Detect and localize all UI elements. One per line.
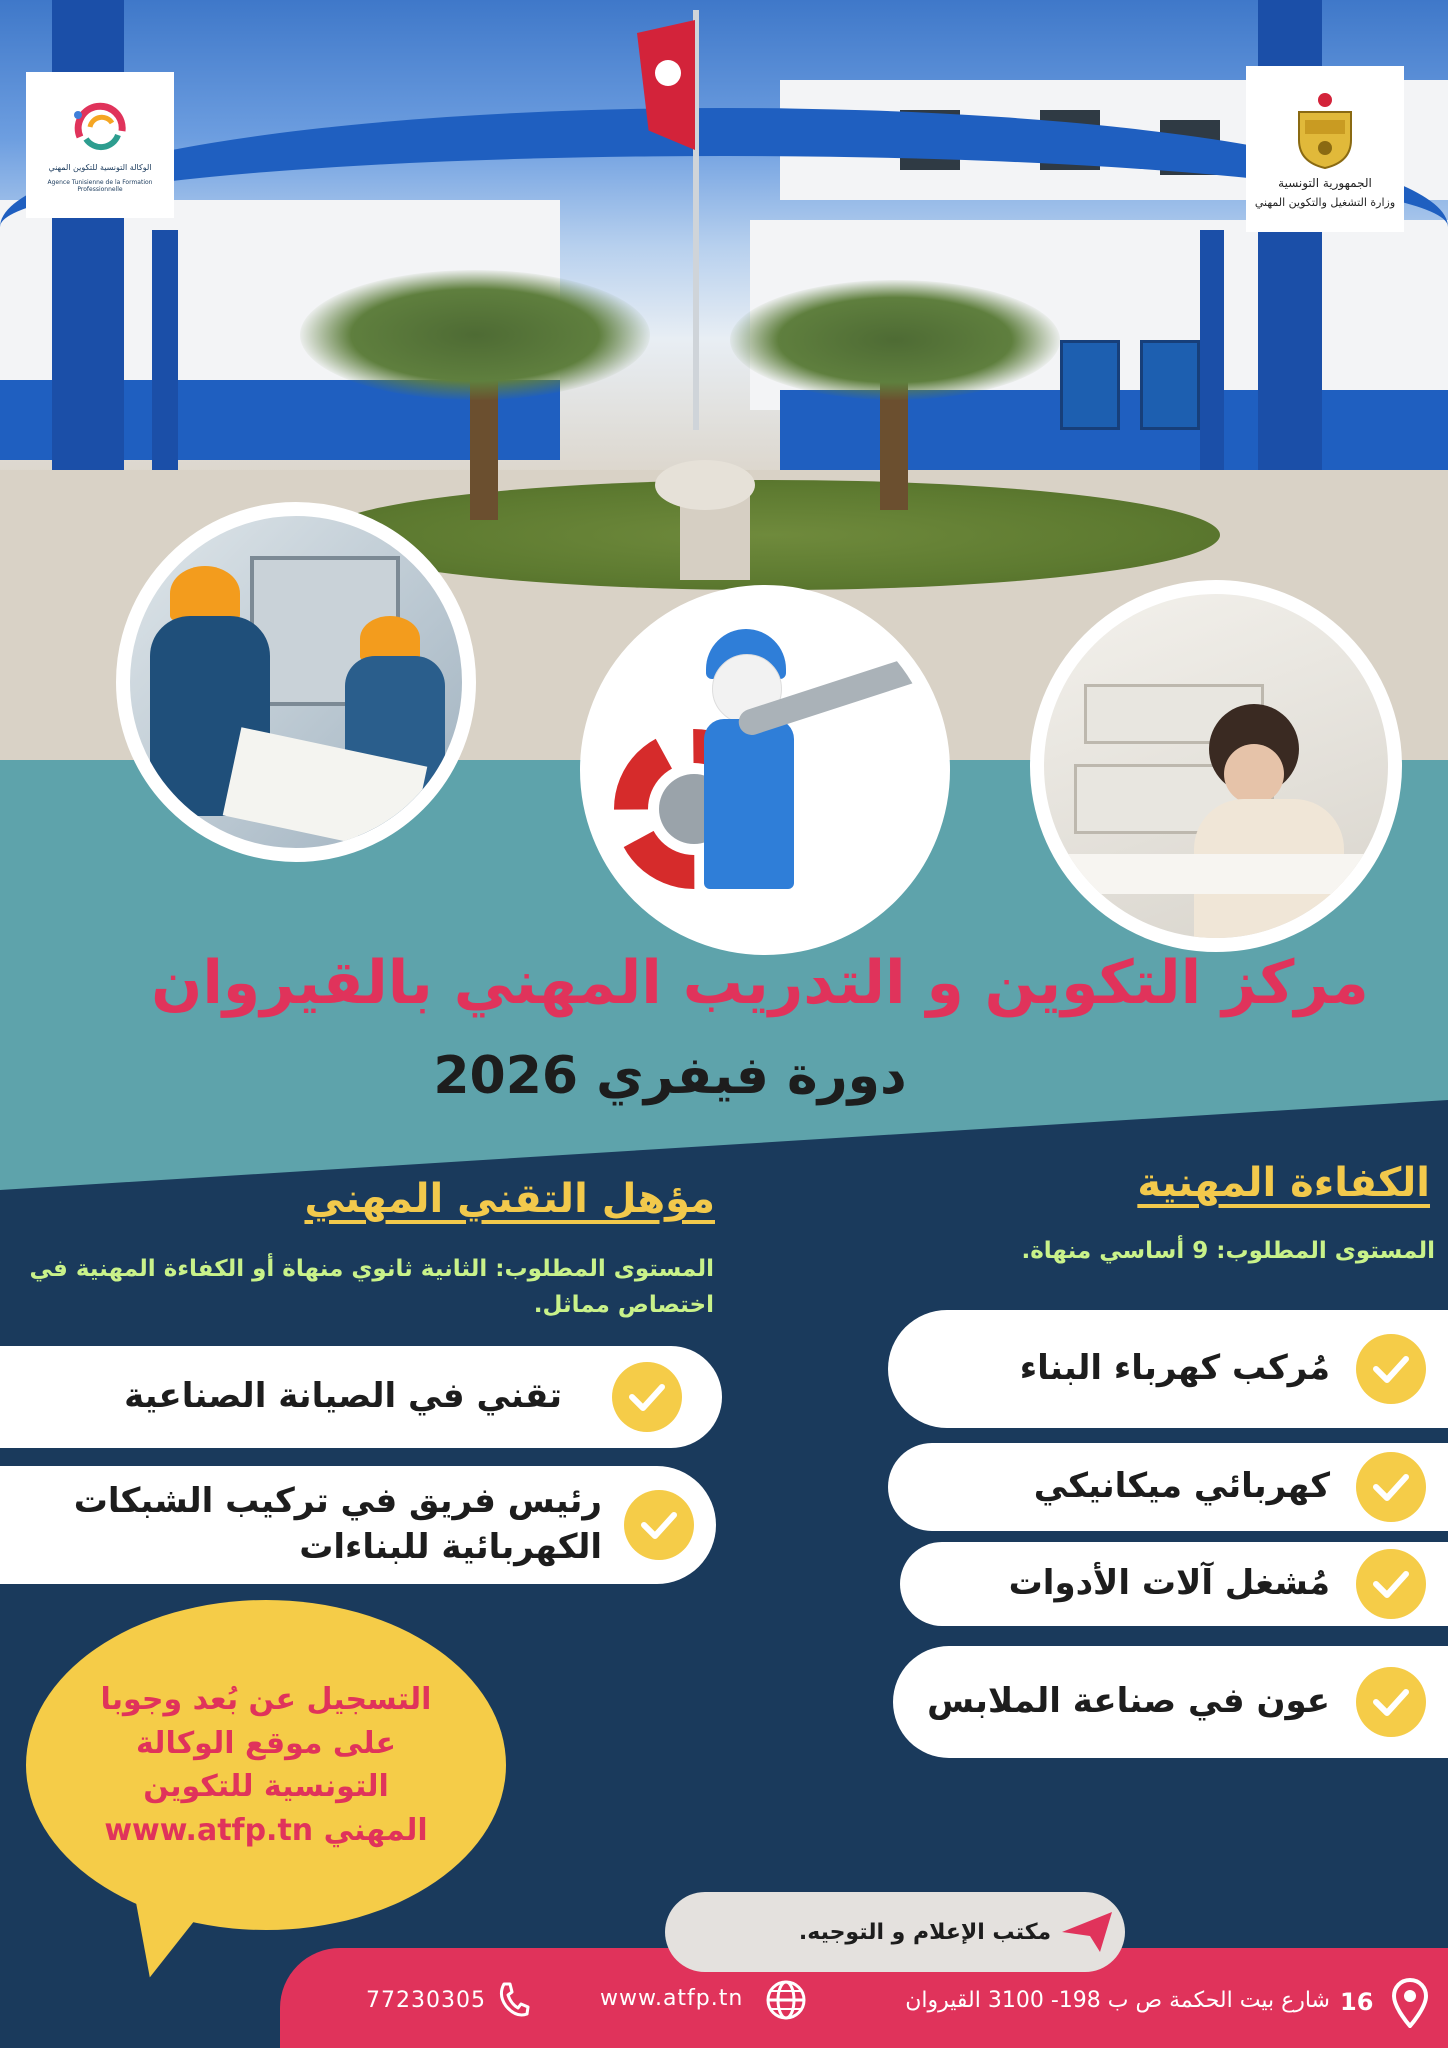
- program-item-label: مُركب كهرباء البناء: [1019, 1348, 1330, 1389]
- program-item-label: عون في صناعة الملابس: [927, 1681, 1330, 1722]
- program-item-label: تقني في الصيانة الصناعية: [124, 1376, 562, 1417]
- center-title: مركز التكوين و التدريب المهني بالقيروان: [151, 948, 1369, 1018]
- globe-icon: [764, 1978, 808, 2022]
- ministry-logo: [1246, 66, 1404, 232]
- hardhat: [170, 566, 240, 621]
- program-item-label: مُشغل آلات الأدوات: [1008, 1563, 1330, 1604]
- session-title: دورة فيفري 2026: [433, 1046, 907, 1106]
- program-item-label: كهربائي ميكانيكي: [1033, 1466, 1330, 1507]
- speech-bubble: [26, 1600, 506, 1930]
- program-item-label: رئيس فريق في تركيب الشبكات الكهربائية للبناءات: [73, 1481, 602, 1567]
- palm-leaves: [300, 270, 650, 400]
- send-arrow-icon: [1060, 1910, 1114, 1954]
- phone-number[interactable]: 77230305: [366, 1988, 486, 2013]
- building-window-grille: [1060, 340, 1120, 430]
- ministry-logo-line2: وزارة التشغيل والتكوين المهني: [1254, 195, 1396, 209]
- pillar: [1200, 230, 1224, 490]
- address-text: شارع بيت الحكمة ص ب 198- 3100 القيروان: [905, 1988, 1330, 2013]
- table: [1064, 854, 1394, 894]
- atfp-logo-mark: [60, 97, 140, 157]
- program-item: [900, 1542, 1448, 1626]
- check-icon: [1356, 1334, 1426, 1404]
- palm-leaves: [730, 280, 1060, 400]
- location-pin-icon: [1392, 1978, 1428, 2028]
- program-item: [893, 1646, 1448, 1758]
- atfp-logo-text-ar: الوكالة التونسية للتكوين المهني: [48, 163, 152, 173]
- office-pill: [665, 1892, 1125, 1972]
- mechanic-illustration: [580, 585, 950, 955]
- right-column-heading: الكفاءة المهنية: [1137, 1160, 1430, 1206]
- program-item: [888, 1310, 1448, 1428]
- website-text[interactable]: www.atfp.tn: [600, 1986, 744, 2011]
- pillar: [152, 230, 178, 490]
- program-item: [888, 1443, 1448, 1531]
- phone-icon: [496, 1980, 530, 2020]
- check-icon: [612, 1362, 682, 1432]
- grass-patch: [320, 480, 1220, 590]
- coat-of-arms-icon: [1291, 90, 1359, 170]
- right-column-requirement: المستوى المطلوب: 9 أساسي منهاة.: [1021, 1238, 1435, 1264]
- left-column-requirement: المستوى المطلوب: الثانية ثانوي منهاة أو الكفاءة المهنية في اختصاص مماثل.: [29, 1256, 714, 1318]
- woman-face: [1224, 744, 1284, 804]
- atfp-logo-text-fr: Agence Tunisienne de la Formation Professionnelle: [47, 178, 153, 193]
- building-window-grille: [1140, 340, 1200, 430]
- office-label: مكتب الإعلام و التوجيه.: [798, 1919, 1052, 1945]
- overalls: [704, 719, 794, 889]
- check-icon: [1356, 1667, 1426, 1737]
- left-column-heading: مؤهل التقني المهني: [304, 1176, 715, 1222]
- check-icon: [1356, 1549, 1426, 1619]
- hardhat: [360, 616, 420, 661]
- sewing-photo: [1030, 580, 1402, 952]
- atfp-logo: [26, 72, 174, 218]
- program-item: [0, 1466, 716, 1584]
- check-icon: [624, 1490, 694, 1560]
- address-number: 16: [1340, 1988, 1374, 2016]
- flag-base: [655, 460, 755, 510]
- ministry-logo-line1: الجمهورية التونسية: [1278, 175, 1372, 190]
- electricians-photo: [116, 502, 476, 862]
- registration-note: التسجيل عن بُعد وجوبا على موقع الوكالة التونسية للتكوين المهني www.atfp.tn: [100, 1682, 432, 1848]
- check-icon: [1356, 1452, 1426, 1522]
- program-item: [0, 1346, 722, 1448]
